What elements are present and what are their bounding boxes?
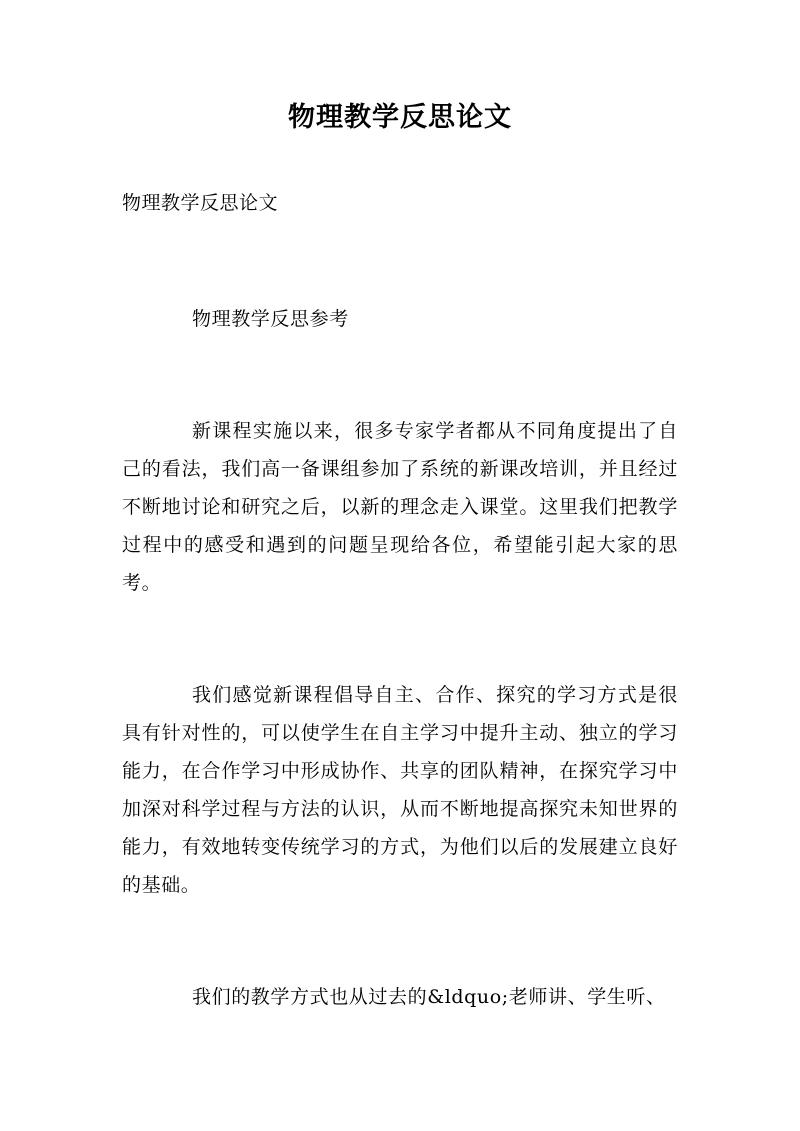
paragraph: 我们感觉新课程倡导自主、合作、探究的学习方式是很具有针对性的，可以使学生在自主学习中提升主动、独立的学习能力，在合作学习中形成协作、共享的团队精神，在探究学习中加深对科学过程与方法的认识，从而不断地提高探究未知世界的能力，有效地转变传统学习的方式，为他们以后的发展建立良好的基础。 bbox=[122, 684, 678, 896]
paragraph: 新课程实施以来，很多专家学者都从不同角度提出了自己的看法，我们高一备课组参加了系统的新课改培训，并且经过不断地讨论和研究之后，以新的理念走入课堂。这里我们把教学过程中的感受和遇到的问题呈现给各位，希望能引起大家的思考。 bbox=[122, 420, 678, 594]
paragraph: 我们的教学方式也从过去的&ldquo;老师讲、学生听、 bbox=[192, 986, 666, 1008]
document-title: 物理教学反思论文 bbox=[288, 102, 512, 133]
section-heading: 物理教学反思参考 bbox=[192, 308, 349, 330]
document-subtitle: 物理教学反思论文 bbox=[122, 192, 279, 214]
